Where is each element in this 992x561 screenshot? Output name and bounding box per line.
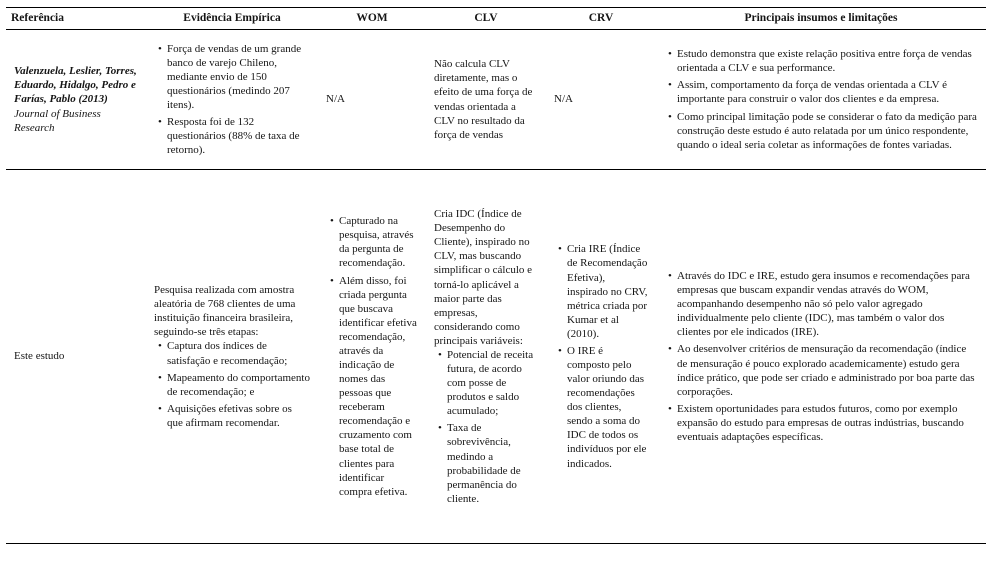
column-header-clv: CLV [426, 8, 546, 30]
bullet-list [434, 348, 538, 506]
bullet-item: • Taxa de sobrevivência, medindo a probabilidade de permanência do cliente. [447, 421, 538, 505]
bullet-item: • Capturado na pesquisa, através da pergunta de recomendação. [339, 214, 418, 270]
cell-row2-referencia [6, 170, 146, 544]
table-row-valenzuela [6, 30, 986, 170]
bullet-item: • Além disso, foi criada pergunta que buscava identificar efetiva recomendação, através da indicação de nomes das pessoas que receberam recomendação e cruzamento com base total de clientes para identificar compra efetiva. [339, 274, 418, 499]
cell-text: N/A [326, 93, 345, 106]
bullet-item: • Captura dos índices de satisfação e recomendação; [167, 339, 310, 367]
bullet-item: • Estudo demonstra que existe relação positiva entre força de vendas orientada a CLV e sua performance. [677, 47, 978, 75]
bullet-item: • Através do IDC e IRE, estudo gera insumos e recomendações para empresas que buscam expandir vendas através do WOM, acompanhando desempenho não só pelo valor agregado individualmente pelo cliente (IDC), mas também o valor dos clientes por ele indicados (IRE). [677, 269, 978, 339]
bullet-item: • Potencial de receita futura, de acordo com posse de produtos e saldo acumulado; [447, 348, 538, 418]
cell-text: Este estudo [14, 350, 65, 363]
cell-row2-insumos [656, 170, 986, 544]
bullet-list [664, 269, 978, 444]
cell-row2-evidencia [146, 170, 318, 544]
bullet-list [154, 42, 310, 158]
bullet-item: • Mapeamento do comportamento de recomendação; e [167, 371, 310, 399]
cell-text: N/A [554, 93, 573, 106]
bullet-list [664, 47, 978, 152]
comparison-table [6, 7, 986, 544]
bullet-list [554, 242, 648, 470]
column-header-insumos-limitacoes: Principais insumos e limitações [656, 8, 986, 30]
bullet-item: • O IRE é composto pelo valor oriundo das recomendações dos clientes, sendo a soma do IDC de todos os indivíduos por ele indicados. [567, 344, 648, 471]
table-body [6, 30, 986, 544]
cell-row2-clv [426, 170, 546, 544]
column-header-evidencia-empirica: Evidência Empírica [146, 8, 318, 30]
bullet-item: • Força de vendas de um grande banco de varejo Chileno, mediante envio de 150 questionários (medindo 207 itens). [167, 42, 310, 112]
bullet-item: • Existem oportunidades para estudos futuros, como por exemplo expansão do estudo para empresas de outras indústrias, buscando eventuais adaptações específicas. [677, 402, 978, 444]
cell-row2-crv [546, 170, 656, 544]
bullet-item: • Como principal limitação pode se considerar o fato da medição para construção deste estudo é auto relatada por um único respondente, quando o ideal seria coletar as informações de fontes variadas. [677, 110, 978, 152]
bullet-item: • Assim, comportamento da força de vendas orientada a CLV é importante para construir o valor dos clientes e da empresa. [677, 78, 978, 106]
column-header-crv: CRV [546, 8, 656, 30]
cell-text: Journal of Business Research [14, 107, 101, 134]
bullet-item: • Resposta foi de 132 questionários (88% de taxa de retorno). [167, 115, 310, 157]
cell-row1-insumos [656, 30, 986, 170]
cell-row1-wom [318, 30, 426, 170]
cell-row1-evidencia [146, 30, 318, 170]
cell-text: Valenzuela, Leslier, Torres, Eduardo, Hidalgo, Pedro e Farías, Pablo (2013) [14, 65, 137, 106]
column-header-referencia: Referência [6, 8, 146, 30]
bullet-list [154, 339, 310, 429]
bullet-item: • Cria IRE (Índice de Recomendação Efetiva), inspirado no CRV, métrica criada por Kumar et al (2010). [567, 242, 648, 341]
bullet-item: • Ao desenvolver critérios de mensuração da recomendação (índice de mensuração é pouco explorado academicamente) estudo gera índice prático, que pode ser criado e administrado por boa parte das corporações. [677, 342, 978, 398]
table-header [6, 8, 986, 30]
cell-text: Cria IDC (Índice de Desempenho do Cliente), inspirado no CLV, mas buscando simplificar o cálculo e torná-lo aplicável a maior parte das empresas, considerando como principais variáveis: [434, 208, 533, 347]
cell-text: Não calcula CLV diretamente, mas o efeito de uma força de vendas orientada a CLV no resultado da força de vendas [434, 58, 533, 141]
header-row [6, 8, 986, 30]
cell-text: Pesquisa realizada com amostra aleatória de 768 clientes de uma instituição financeira brasileira, seguindo-se três etapas: [154, 284, 296, 339]
bullet-list [326, 214, 418, 499]
table-row-este-estudo [6, 170, 986, 544]
cell-row2-wom [318, 170, 426, 544]
column-header-wom: WOM [318, 8, 426, 30]
cell-row1-referencia [6, 30, 146, 170]
cell-row1-crv [546, 30, 656, 170]
bullet-item: • Aquisições efetivas sobre os que afirmam recomendar. [167, 402, 310, 430]
cell-row1-clv [426, 30, 546, 170]
